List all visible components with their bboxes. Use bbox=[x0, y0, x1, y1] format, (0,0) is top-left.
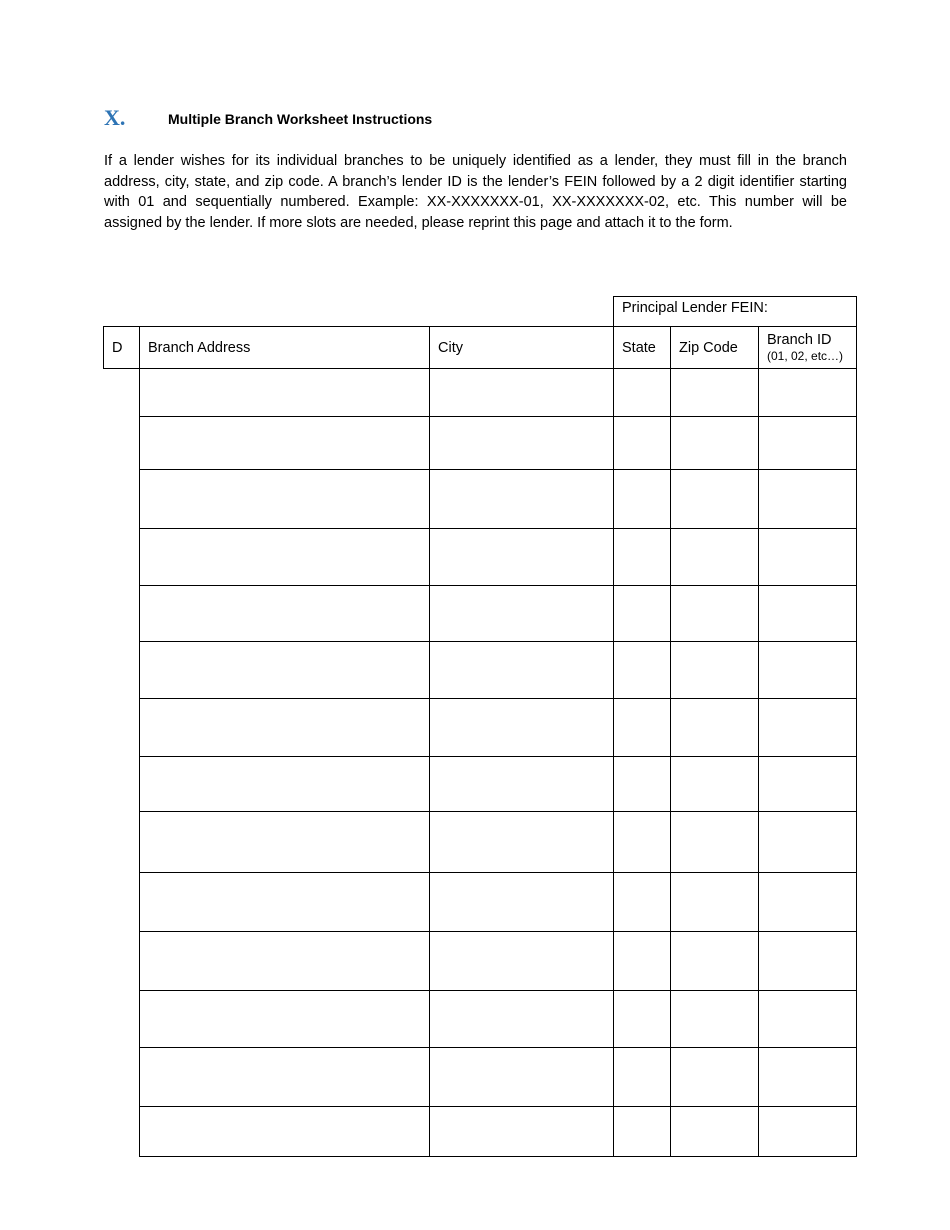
table-row bbox=[104, 586, 857, 642]
table-row bbox=[104, 932, 857, 991]
city-cell[interactable] bbox=[430, 812, 614, 873]
city-cell[interactable] bbox=[430, 470, 614, 529]
table-row bbox=[104, 873, 857, 932]
state-cell[interactable] bbox=[614, 991, 671, 1048]
state-cell[interactable] bbox=[614, 873, 671, 932]
city-cell[interactable] bbox=[430, 991, 614, 1048]
branch-address-cell[interactable] bbox=[140, 417, 430, 470]
instructions-paragraph: If a lender wishes for its individual branches to be uniquely identified as a lender, they must fill in the branch address, city, state, and zip code. A branch’s lender ID is the lender’s FEIN followed by a 2 digit identifier starting with 01 and sequentially numbered. Example: XX-XXXXXXX-01, XX-XXXXXXX-02, etc. This number will be assigned by the lender. If more slots are needed, please reprint this page and attach it to the form. bbox=[104, 153, 847, 232]
row-d-cell bbox=[104, 812, 140, 873]
row-d-cell bbox=[104, 873, 140, 932]
state-cell[interactable] bbox=[614, 757, 671, 812]
table-row bbox=[104, 642, 857, 699]
city-cell[interactable] bbox=[430, 1107, 614, 1157]
header-zip-code: Zip Code bbox=[671, 327, 759, 369]
branch-address-cell[interactable] bbox=[140, 873, 430, 932]
branch-address-cell[interactable] bbox=[140, 369, 430, 417]
state-cell[interactable] bbox=[614, 470, 671, 529]
row-d-cell bbox=[104, 369, 140, 417]
branch-id-cell[interactable] bbox=[759, 873, 857, 932]
row-d-cell bbox=[104, 932, 140, 991]
branch-id-cell[interactable] bbox=[759, 1048, 857, 1107]
header-branch-id-hint: (01, 02, etc…) bbox=[767, 349, 844, 363]
branch-address-cell[interactable] bbox=[140, 757, 430, 812]
branch-id-cell[interactable] bbox=[759, 699, 857, 757]
branch-address-cell[interactable] bbox=[140, 932, 430, 991]
section-title: Multiple Branch Worksheet Instructions bbox=[168, 111, 433, 127]
table-row bbox=[104, 991, 857, 1048]
branch-address-cell[interactable] bbox=[140, 642, 430, 699]
zip-code-cell[interactable] bbox=[671, 1107, 759, 1157]
branch-id-cell[interactable] bbox=[759, 1107, 857, 1157]
zip-code-cell[interactable] bbox=[671, 873, 759, 932]
branch-id-cell[interactable] bbox=[759, 812, 857, 873]
table-row bbox=[104, 369, 857, 417]
state-cell[interactable] bbox=[614, 417, 671, 470]
section-letter: X. bbox=[104, 105, 126, 130]
row-d-cell bbox=[104, 699, 140, 757]
row-d-cell bbox=[104, 757, 140, 812]
zip-code-cell[interactable] bbox=[671, 642, 759, 699]
row-d-cell bbox=[104, 1048, 140, 1107]
state-cell[interactable] bbox=[614, 812, 671, 873]
branch-id-cell[interactable] bbox=[759, 470, 857, 529]
city-cell[interactable] bbox=[430, 932, 614, 991]
state-cell[interactable] bbox=[614, 369, 671, 417]
header-branch-address: Branch Address bbox=[140, 327, 430, 369]
branch-address-cell[interactable] bbox=[140, 699, 430, 757]
header-row bbox=[104, 327, 857, 369]
zip-code-cell[interactable] bbox=[671, 369, 759, 417]
city-cell[interactable] bbox=[430, 417, 614, 470]
fein-row bbox=[104, 297, 857, 327]
row-d-cell bbox=[104, 586, 140, 642]
header-city: City bbox=[430, 327, 614, 369]
zip-code-cell[interactable] bbox=[671, 529, 759, 586]
branch-id-cell[interactable] bbox=[759, 642, 857, 699]
branch-address-cell[interactable] bbox=[140, 1048, 430, 1107]
zip-code-cell[interactable] bbox=[671, 1048, 759, 1107]
branch-worksheet-table bbox=[103, 296, 857, 1157]
state-cell[interactable] bbox=[614, 529, 671, 586]
table-row bbox=[104, 470, 857, 529]
branch-address-cell[interactable] bbox=[140, 812, 430, 873]
branch-id-cell[interactable] bbox=[759, 369, 857, 417]
state-cell[interactable] bbox=[614, 699, 671, 757]
row-d-cell bbox=[104, 642, 140, 699]
branch-address-cell[interactable] bbox=[140, 1107, 430, 1157]
zip-code-cell[interactable] bbox=[671, 699, 759, 757]
zip-code-cell[interactable] bbox=[671, 470, 759, 529]
row-d-cell bbox=[104, 1107, 140, 1157]
city-cell[interactable] bbox=[430, 642, 614, 699]
header-d: D bbox=[104, 327, 140, 369]
branch-id-cell[interactable] bbox=[759, 586, 857, 642]
row-d-cell bbox=[104, 470, 140, 529]
table-row bbox=[104, 757, 857, 812]
state-cell[interactable] bbox=[614, 1107, 671, 1157]
blank-spacer bbox=[104, 297, 614, 327]
branch-address-cell[interactable] bbox=[140, 470, 430, 529]
branch-address-cell[interactable] bbox=[140, 991, 430, 1048]
zip-code-cell[interactable] bbox=[671, 812, 759, 873]
branch-rows bbox=[104, 369, 857, 1157]
zip-code-cell[interactable] bbox=[671, 417, 759, 470]
branch-address-cell[interactable] bbox=[140, 586, 430, 642]
zip-code-cell[interactable] bbox=[671, 586, 759, 642]
city-cell[interactable] bbox=[430, 757, 614, 812]
header-branch-id-label: Branch ID bbox=[767, 332, 832, 348]
row-d-cell bbox=[104, 529, 140, 586]
table-row bbox=[104, 1107, 857, 1157]
branch-id-cell[interactable] bbox=[759, 529, 857, 586]
city-cell[interactable] bbox=[430, 586, 614, 642]
branch-id-cell[interactable] bbox=[759, 991, 857, 1048]
row-d-cell bbox=[104, 417, 140, 470]
table-row bbox=[104, 699, 857, 757]
zip-code-cell[interactable] bbox=[671, 757, 759, 812]
row-d-cell bbox=[104, 991, 140, 1048]
zip-code-cell[interactable] bbox=[671, 991, 759, 1048]
principal-lender-fein-field[interactable] bbox=[614, 297, 857, 327]
state-cell[interactable] bbox=[614, 642, 671, 699]
city-cell[interactable] bbox=[430, 369, 614, 417]
branch-id-cell[interactable] bbox=[759, 757, 857, 812]
branch-id-cell[interactable] bbox=[759, 417, 857, 470]
city-cell[interactable] bbox=[430, 529, 614, 586]
principal-lender-fein-label: Principal Lender FEIN: bbox=[622, 300, 768, 316]
state-cell[interactable] bbox=[614, 1048, 671, 1107]
table-row bbox=[104, 812, 857, 873]
zip-code-cell[interactable] bbox=[671, 932, 759, 991]
state-cell[interactable] bbox=[614, 932, 671, 991]
header-branch-id bbox=[759, 327, 857, 369]
branch-id-cell[interactable] bbox=[759, 932, 857, 991]
state-cell[interactable] bbox=[614, 586, 671, 642]
table-row bbox=[104, 417, 857, 470]
table-row bbox=[104, 529, 857, 586]
header-state: State bbox=[614, 327, 671, 369]
city-cell[interactable] bbox=[430, 1048, 614, 1107]
city-cell[interactable] bbox=[430, 699, 614, 757]
city-cell[interactable] bbox=[430, 873, 614, 932]
table-row bbox=[104, 1048, 857, 1107]
branch-address-cell[interactable] bbox=[140, 529, 430, 586]
